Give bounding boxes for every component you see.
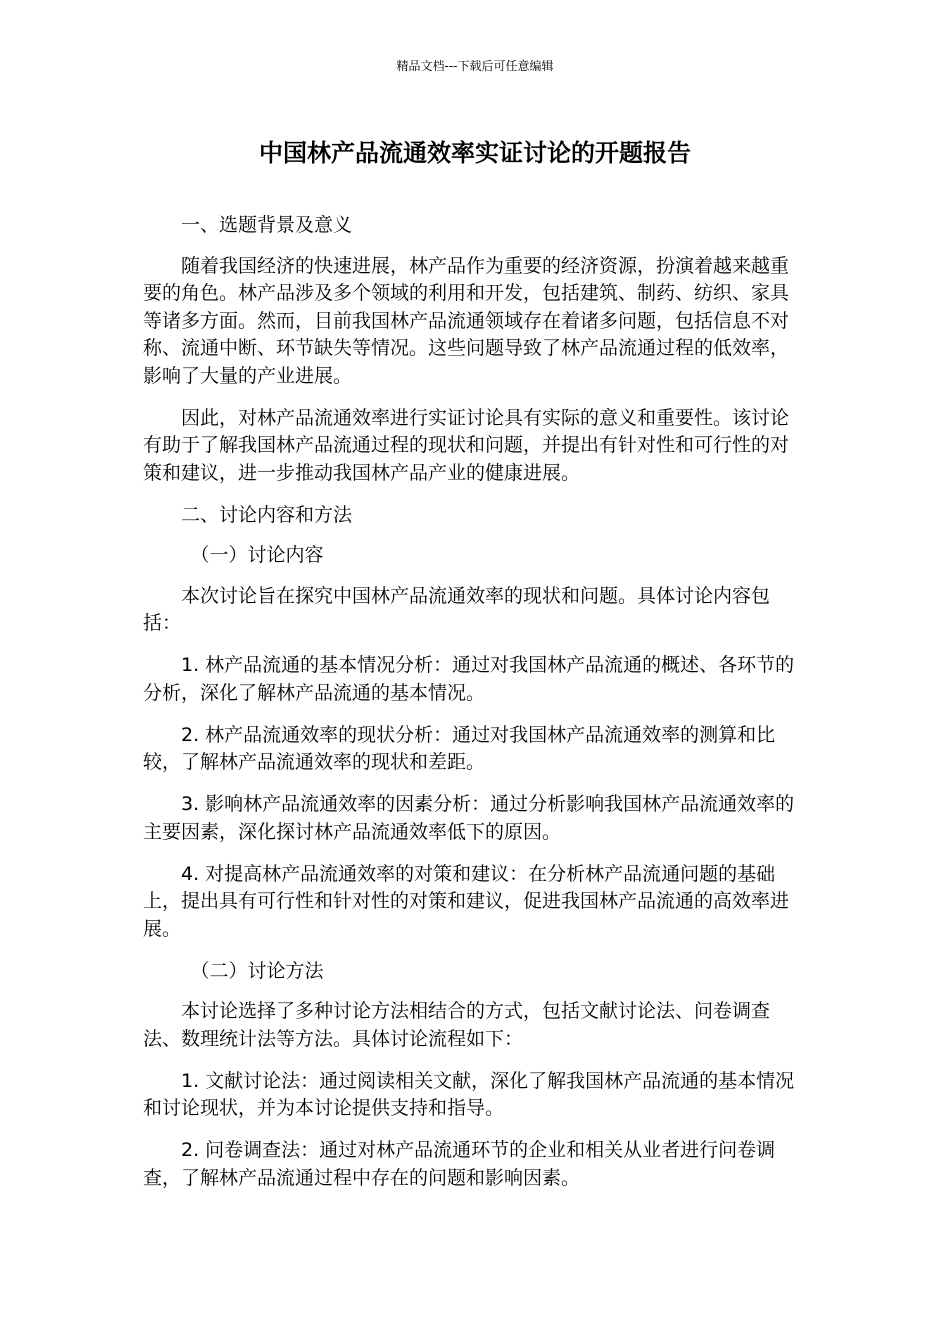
document-body xyxy=(143,212,803,1207)
paragraph-content-intro: 本次讨论旨在探究中国林产品流通效率的现状和问题。具体讨论内容包括： xyxy=(143,584,771,634)
paragraph-background-1: 随着我国经济的快速进展，林产品作为重要的经济资源，扮演着越来越重要的角色。林产品涉及多个领域的利用和开发，包括建筑、制药、纺织、家具等诸多方面。然而，目前我国林产品流通领域存在着诸多问题，包括信息不对称、流通中断、环节缺失等情况。这些问题导致了林产品流通过程的低效率，影响了大量的产业进展。 xyxy=(143,254,790,387)
list-item-method-2: 2. 问卷调查法：通过对林产品流通环节的企业和相关从业者进行问卷调查，了解林产品流通过程中存在的问题和影响因素。 xyxy=(143,1139,776,1189)
section-heading-background: 一、选题背景及意义 xyxy=(181,214,353,236)
subsection-heading-content: （一）讨论内容 xyxy=(190,544,324,566)
list-item-content-3: 3. 影响林产品流通效率的因素分析：通过分析影响我国林产品流通效率的主要因素，深化探讨林产品流通效率低下的原因。 xyxy=(143,793,795,843)
header-note: 精品文档---下载后可任意编辑 xyxy=(396,59,554,73)
page-title: 中国林产品流通效率实证讨论的开题报告 xyxy=(259,139,691,167)
list-item-content-1: 1. 林产品流通的基本情况分析：通过对我国林产品流通的概述、各环节的分析，深化了解林产品流通的基本情况。 xyxy=(143,654,795,704)
subsection-heading-methods: （二）讨论方法 xyxy=(190,959,324,982)
section-heading-content-methods: 二、讨论内容和方法 xyxy=(181,503,353,526)
list-item-content-2: 2. 林产品流通效率的现状分析：通过对我国林产品流通效率的测算和比较，了解林产品流通效率的现状和差距。 xyxy=(143,723,776,773)
paragraph-methods-intro: 本讨论选择了多种讨论方法相结合的方式，包括文献讨论法、问卷调查法、数理统计法等方法。具体讨论流程如下： xyxy=(143,1000,771,1050)
list-item-content-4: 4. 对提高林产品流通效率的对策和建议：在分析林产品流通问题的基础上，提出具有可行性和针对性的对策和建议，促进我国林产品流通的高效率进展。 xyxy=(143,862,790,940)
paragraph-background-2: 因此，对林产品流通效率进行实证讨论具有实际的意义和重要性。该讨论有助于了解我国林产品流通过程的现状和问题，并提出有针对性和可行性的对策和建议，进一步推动我国林产品产业的健康进展。 xyxy=(143,406,790,484)
list-item-method-1: 1. 文献讨论法：通过阅读相关文献，深化了解我国林产品流通的基本情况和讨论现状，并为本讨论提供支持和指导。 xyxy=(143,1069,795,1119)
